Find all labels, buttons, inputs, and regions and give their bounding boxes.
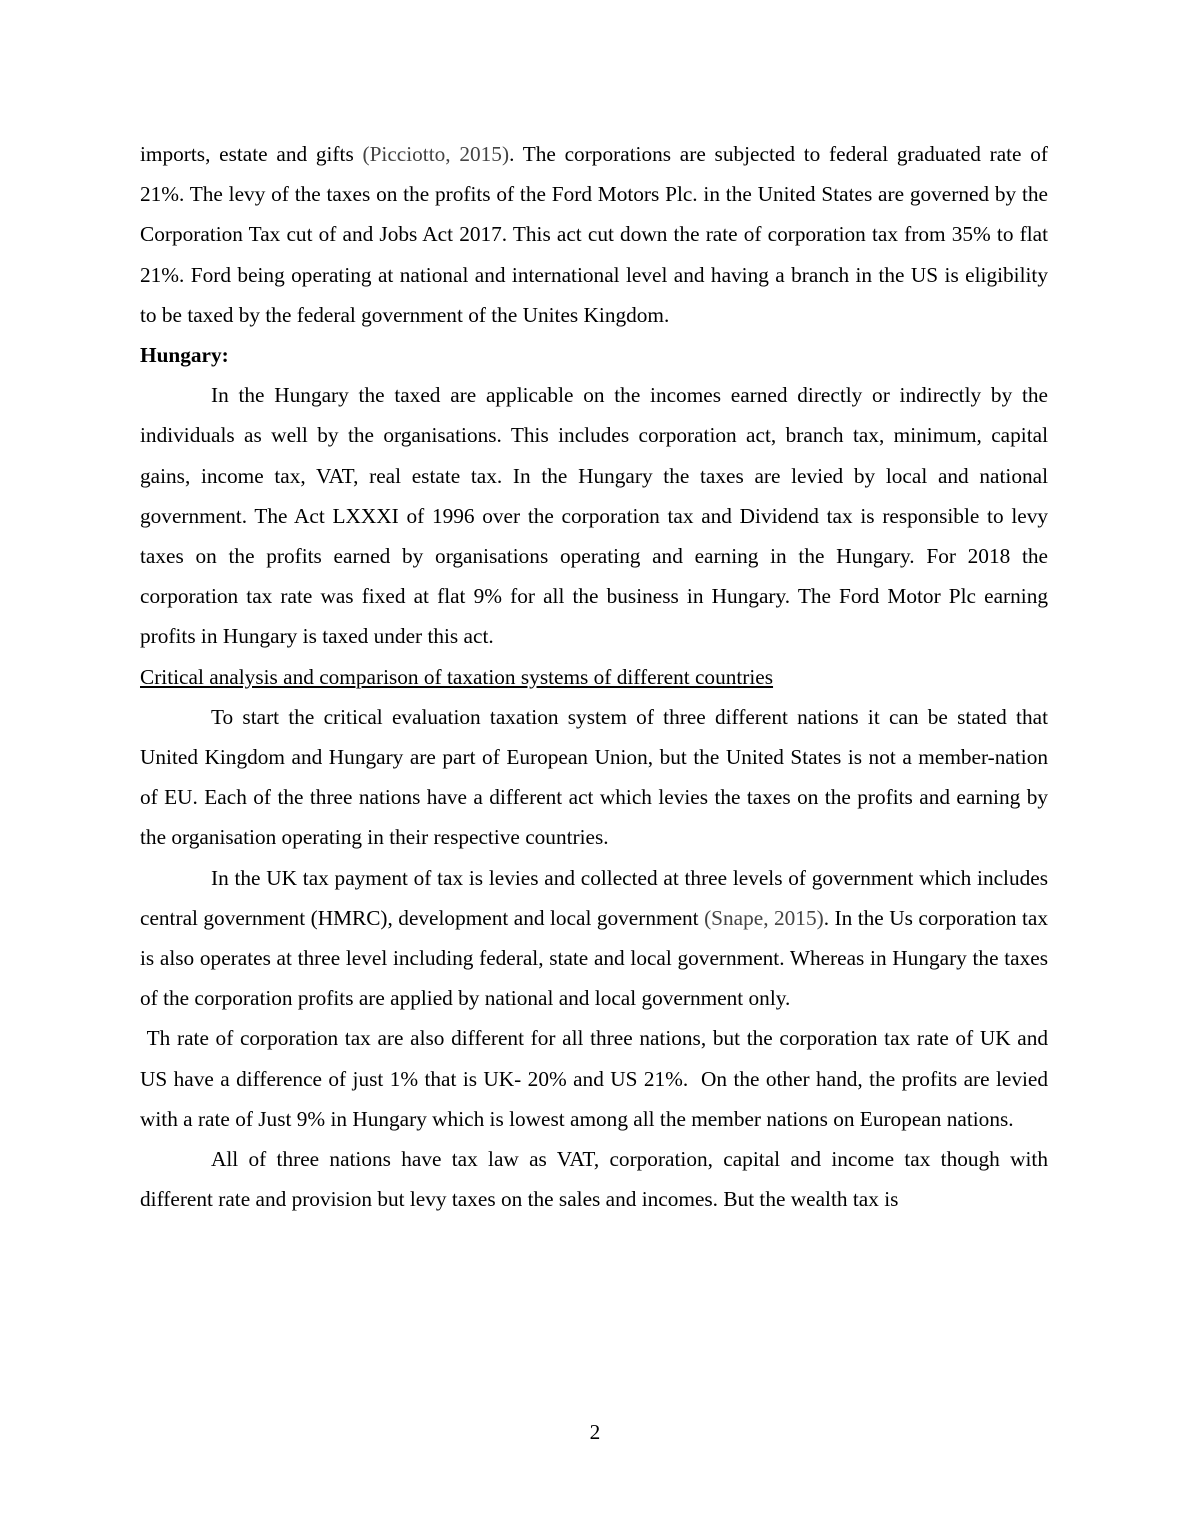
paragraph-us-tax [140,134,1048,335]
page-number: 2 [589,1420,601,1444]
citation-snape: (Snape, 2015) [704,905,824,930]
paragraph-uk-text-end: . In the Us corporation tax is also operates at three level including federal, state and local government. Whereas in Hungary the taxes of the corporation profits are applied by national and local government only. [140,905,1048,1011]
heading-hungary: Hungary: [140,343,229,368]
paragraph-uk-text-start: In the UK tax payment of tax is levies and collected at three levels of government which includes central government (HMRC), development and local government [140,865,1048,930]
paragraph-us-tax-text-end: . The corporations are subjected to federal graduated rate of 21%. The levy of the taxes on the profits of the Ford Motors Plc. in the United States are governed by the Corporation Tax cut of and Jobs Act 2017. This act cut down the rate of corporation tax from 35% to flat 21%. Ford being operating at national and international level and having a branch in the US is eligibility to be taxed by the federal government of the Unites Kingdom. [140,142,1048,327]
citation-picciotto: (Picciotto, 2015) [362,142,510,166]
paragraph-us-tax-text-start: imports, estate and gifts [140,142,363,166]
paragraph-hungary-tax: In the Hungary the taxed are applicable on the incomes earned directly or indirectly by the individuals as well by the organisations. This includes corporation act, branch tax, minimum, capital gains, income tax, VAT, real estate tax. In the Hungary the taxes are levied by local and national government. The Act LXXXI of 1996 over the corporation tax and Dividend tax is responsible to levy taxes on the profits earned by organisations operating and earning in the Hungary. For 2018 the corporation tax rate was fixed at flat 9% for all the business in Hungary. The Ford Motor Plc earning profits in Hungary is taxed under this act. [140,383,1048,649]
paragraph-uk-tax-levels [140,858,1048,1019]
paragraph-tax-rates: Th rate of corporation tax are also different for all three nations, but the corporation tax rate of UK and US have a difference of just 1% that is UK- 20% and US 21%. On the other hand, the profits are levied with a rate of Just 9% in Hungary which is lowest among all the member nations on European nations. [140,1026,1054,1131]
section-heading-critical-analysis: Critical analysis and comparison of taxation systems of different countries [140,664,774,689]
document-page [140,134,1054,1219]
paragraph-tax-laws: All of three nations have tax law as VAT, corporation, capital and income tax though with different rate and provision but levy taxes on the sales and incomes. But the wealth tax is [140,1147,1048,1212]
paragraph-critical-evaluation: To start the critical evaluation taxation system of three different nations it can be stated that United Kingdom and Hungary are part of European Union, but the United States is not a member-nation of EU. Each of the three nations have a different act which levies the taxes on the profits and earning by the organisation operating in their respective countries. [140,704,1048,850]
